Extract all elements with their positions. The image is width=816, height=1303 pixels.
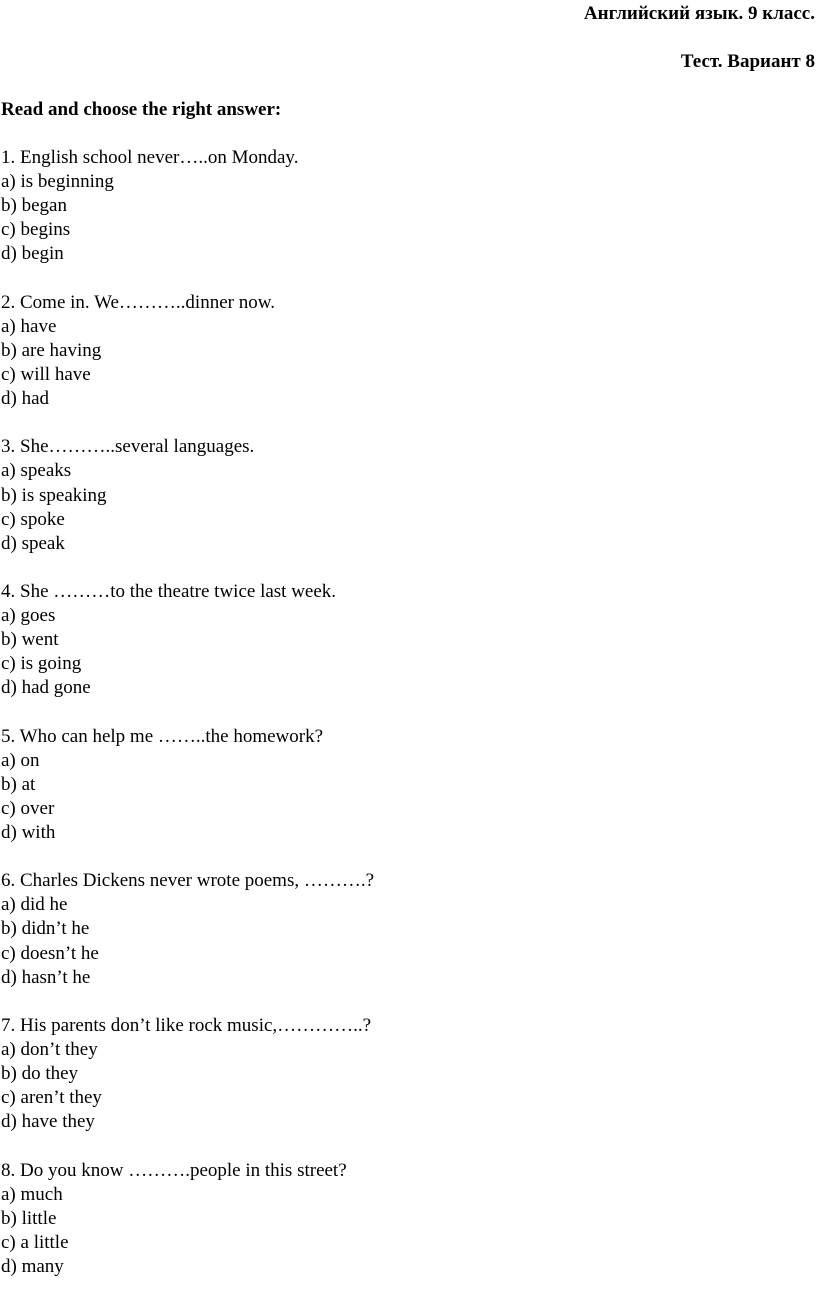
answer-option-a: a) have <box>1 315 57 337</box>
answer-option-d: d) had <box>1 388 50 410</box>
answer-option-b: b) little <box>1 1207 57 1229</box>
question-7 <box>1 1014 801 1134</box>
question-text: 1. English school never…..on Monday. <box>1 147 299 168</box>
question-2 <box>1 291 801 411</box>
answer-option-d: d) begin <box>1 243 64 265</box>
test-variant-heading: Тест. Вариант 8 <box>680 51 815 72</box>
subject-grade-heading: Английский язык. 9 класс. <box>583 3 815 24</box>
question-text: 5. Who can help me ……..the homework? <box>1 725 324 747</box>
answer-option-b: b) went <box>1 629 59 651</box>
instruction-heading: Read and choose the right answer: <box>1 99 282 120</box>
answer-option-c: c) spoke <box>1 508 65 530</box>
answer-option-c: c) over <box>1 797 55 819</box>
answer-option-a: a) did he <box>1 894 68 916</box>
answer-option-d: d) hasn’t he <box>1 966 91 988</box>
question-text: 6. Charles Dickens never wrote poems, ……….? <box>1 870 375 892</box>
answer-option-a: a) on <box>1 749 40 771</box>
question-8 <box>1 1159 801 1279</box>
answer-option-a: a) is beginning <box>1 171 114 193</box>
question-text: 7. His parents don’t like rock music,…………..? <box>1 1014 372 1036</box>
answer-option-d: d) many <box>1 1255 64 1277</box>
answer-option-d: d) have they <box>1 1111 95 1133</box>
question-1 <box>1 146 801 266</box>
question-3 <box>1 435 801 555</box>
answer-option-a: a) goes <box>1 605 56 627</box>
answer-option-b: b) didn’t he <box>1 918 90 940</box>
answer-option-b: b) at <box>1 773 36 795</box>
answer-option-c: c) will have <box>1 363 91 385</box>
answer-option-c: c) is going <box>1 653 82 675</box>
question-6 <box>1 869 801 989</box>
answer-option-b: b) began <box>1 195 67 217</box>
answer-option-c: c) aren’t they <box>1 1087 102 1109</box>
answer-option-c: c) doesn’t he <box>1 942 99 964</box>
answer-option-d: d) had gone <box>1 677 91 699</box>
question-text: 3. She………..several languages. <box>1 436 255 458</box>
question-text: 4. She ………to the theatre twice last week. <box>1 580 337 602</box>
question-4 <box>1 580 801 700</box>
answer-option-a: a) much <box>1 1183 63 1205</box>
answer-option-b: b) do they <box>1 1063 79 1085</box>
answer-option-c: c) begins <box>1 219 71 241</box>
answer-option-b: b) is speaking <box>1 484 107 506</box>
answer-option-d: d) with <box>1 822 56 843</box>
answer-option-c: c) a little <box>1 1231 69 1253</box>
answer-option-a: a) speaks <box>1 460 72 482</box>
answer-option-b: b) are having <box>1 339 102 361</box>
questions-list <box>1 146 801 1303</box>
question-text: 2. Come in. We………..dinner now. <box>1 291 275 313</box>
answer-option-a: a) don’t they <box>1 1039 98 1061</box>
question-text: 8. Do you know ……….people in this street? <box>1 1159 347 1181</box>
question-5 <box>1 725 801 845</box>
answer-option-d: d) speak <box>1 532 65 554</box>
